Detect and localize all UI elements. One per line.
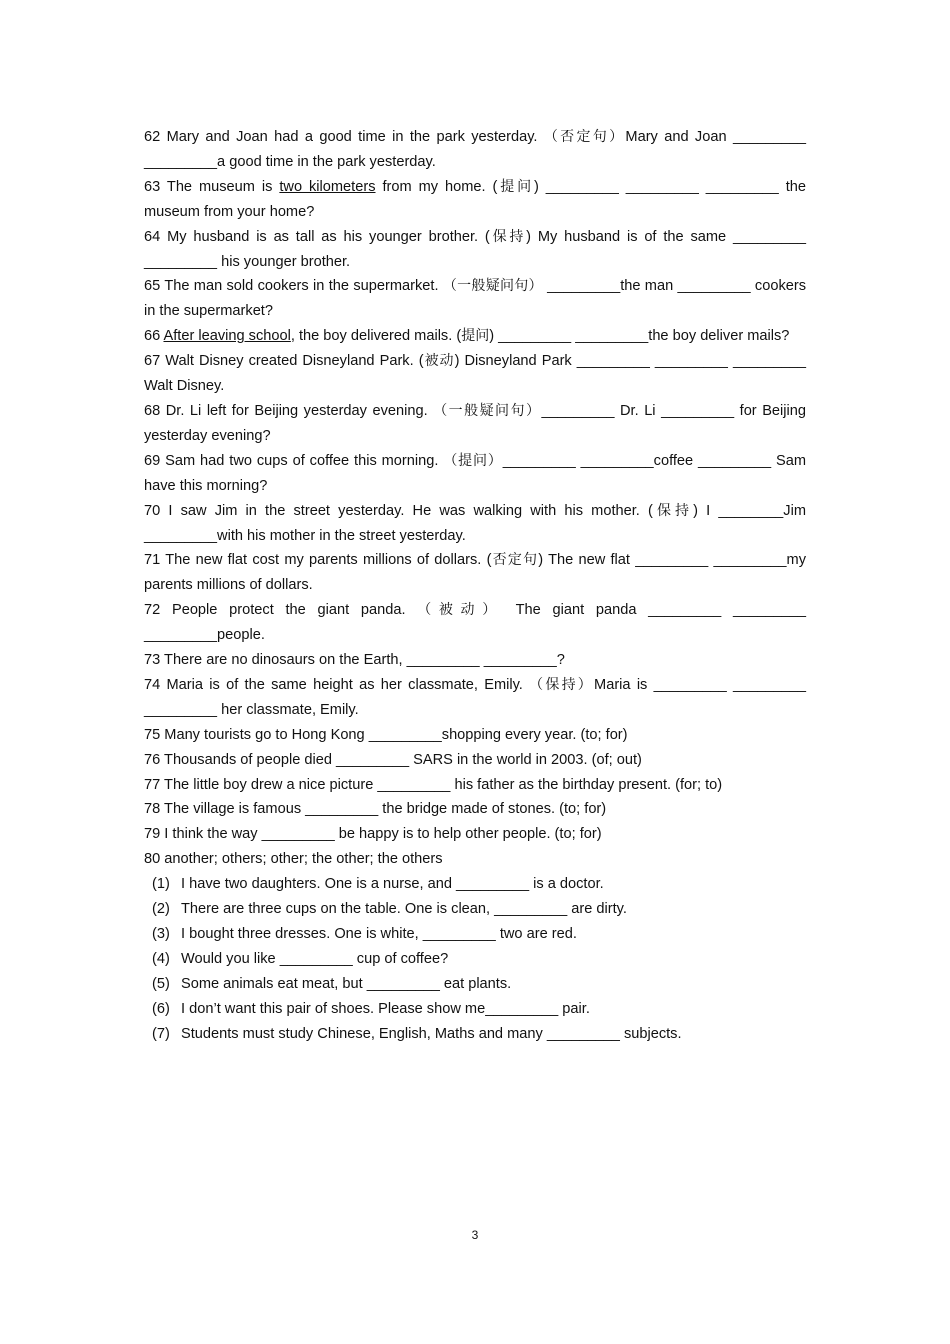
question-68 — [144, 399, 806, 449]
question-number: 65 — [144, 278, 161, 295]
instruction-note: 提问 — [461, 328, 490, 345]
sub-item-2 — [144, 897, 806, 922]
question-text: Mary and Joan had a good time in the park yesterday. — [166, 129, 544, 145]
question-text: The museum is — [166, 178, 280, 195]
question-63 — [144, 175, 806, 225]
question-73 — [144, 648, 806, 673]
instruction-note: 保持 — [652, 502, 694, 519]
question-number: 69 — [144, 452, 161, 469]
question-text: The new flat cost my parents millions of dollars. ( — [165, 552, 492, 569]
question-number: 73 — [144, 652, 161, 669]
instruction-note: 保持 — [489, 228, 527, 245]
sub-item-label: (2) — [152, 901, 170, 918]
question-text: Maria is of the same height as her classmate, Emily. — [166, 676, 530, 693]
underlined-phrase: two kilometers — [279, 178, 376, 195]
question-78 — [144, 797, 806, 822]
question-67 — [144, 349, 806, 399]
question-text: ) Disneyland Park _________ _________ _________ Walt Disney. — [144, 353, 807, 395]
sub-item-text: Some animals eat meat, but _________ eat plants. — [181, 975, 512, 992]
question-72 — [144, 598, 806, 648]
question-text: , the boy delivered mails. ( — [290, 328, 462, 345]
question-text: People protect the giant panda. — [171, 602, 418, 619]
underlined-phrase: After leaving school — [163, 328, 291, 345]
question-74 — [144, 673, 806, 723]
question-text: ) The new flat _________ _________my parents millions of dollars. — [144, 552, 806, 594]
sub-item-label: (4) — [152, 950, 170, 967]
sub-item-label: (1) — [152, 876, 170, 893]
question-71 — [144, 548, 806, 598]
sub-item-5 — [144, 972, 806, 997]
question-number: 71 — [144, 552, 161, 569]
question-text: _________ _________coffee _________ Sam have this morning? — [144, 452, 807, 494]
question-number: 78 — [144, 801, 161, 818]
question-number: 63 — [144, 178, 161, 195]
question-text: The giant panda _________ _________ _________people. — [144, 602, 806, 644]
question-text: another; others; other; the other; the others — [164, 851, 443, 868]
sub-item-text: I have two daughters. One is a nurse, and _________ is a doctor. — [181, 876, 604, 893]
instruction-note: （保持） — [529, 676, 595, 693]
question-text: There are no dinosaurs on the Earth, _________ _________? — [164, 652, 565, 669]
question-number: 75 — [144, 726, 161, 743]
question-text: Walt Disney created Disneyland Park. ( — [165, 353, 424, 370]
sub-item-text: I don’t want this pair of shoes. Please show me_________ pair. — [181, 1000, 590, 1017]
question-text: Many tourists go to Hong Kong _________shopping every year. (to; for) — [164, 726, 628, 743]
sub-item-list — [144, 872, 806, 1046]
question-text: ) I ________Jim _________with his mother in the street yesterday. — [144, 502, 806, 544]
question-65 — [144, 274, 806, 324]
question-79 — [144, 822, 806, 847]
question-number: 68 — [144, 402, 161, 419]
question-text: My husband is as tall as his younger brother. ( — [167, 228, 490, 245]
question-77 — [144, 773, 806, 798]
question-number: 62 — [144, 129, 161, 145]
question-text: I saw Jim in the street yesterday. He was walking with his mother. ( — [168, 502, 653, 519]
instruction-note: （一般疑问句） — [442, 278, 543, 295]
sub-item-text: Students must study Chinese, English, Maths and many _________ subjects. — [181, 1025, 682, 1042]
sub-item-label: (3) — [152, 926, 170, 942]
question-text: The little boy drew a nice picture _________ his father as the birthday present. (for; to) — [164, 776, 723, 793]
question-number: 77 — [144, 776, 161, 793]
question-text: Dr. Li left for Beijing yesterday evening. — [165, 402, 434, 419]
sub-item-text: Would you like _________ cup of coffee? — [181, 950, 449, 967]
question-69 — [144, 449, 806, 499]
instruction-note: 提问 — [497, 178, 534, 195]
question-number: 80 — [144, 851, 161, 868]
question-text: from my home. ( — [375, 178, 498, 195]
question-75 — [144, 723, 806, 748]
question-76 — [144, 748, 806, 773]
question-text: _________ Dr. Li _________ for Beijing yesterday evening? — [144, 402, 806, 444]
question-text: ) _________ _________the boy deliver mails? — [489, 328, 790, 345]
instruction-note: （一般疑问句） — [433, 402, 542, 419]
sub-item-6 — [144, 997, 806, 1022]
sub-item-text: There are three cups on the table. One is clean, _________ are dirty. — [181, 901, 627, 918]
question-number: 64 — [144, 228, 161, 245]
question-text: ) _________ _________ _________ the museum from your home? — [144, 178, 807, 220]
sub-item-4 — [144, 947, 806, 972]
question-list — [144, 125, 806, 872]
sub-item-text: I bought three dresses. One is white, _________ two are red. — [181, 926, 577, 942]
question-number: 66 — [144, 328, 161, 345]
page-number: 3 — [471, 1228, 479, 1242]
instruction-note: （提问） — [443, 452, 503, 469]
question-number: 72 — [144, 602, 161, 619]
instruction-note: （被动） — [417, 602, 504, 619]
question-text: I think the way _________ be happy is to help other people. (to; for) — [164, 826, 602, 843]
question-64 — [144, 225, 806, 275]
question-text: Thousands of people died _________ SARS in the world in 2003. (of; out) — [164, 751, 642, 768]
question-80 — [144, 847, 806, 872]
sub-item-1 — [144, 872, 806, 897]
question-number: 76 — [144, 751, 161, 768]
exercise-content — [144, 125, 806, 1047]
question-number: 67 — [144, 353, 161, 370]
sub-item-label: (5) — [152, 975, 170, 992]
instruction-note: （否定句） — [543, 129, 626, 145]
instruction-note: 被动 — [423, 353, 455, 370]
instruction-note: 否定句 — [491, 552, 539, 569]
question-number: 74 — [144, 676, 161, 693]
sub-item-3 — [144, 922, 806, 947]
question-text: The man sold cookers in the supermarket. — [164, 278, 443, 295]
question-number: 79 — [144, 826, 161, 843]
question-text: _________the man _________ cookers in the supermarket? — [144, 278, 807, 320]
sub-item-label: (7) — [152, 1025, 170, 1042]
sub-item-7 — [144, 1022, 806, 1047]
question-number: 70 — [144, 502, 161, 519]
question-62 — [144, 125, 806, 175]
question-text: Mary and Joan _________ _________a good time in the park yesterday. — [144, 129, 806, 170]
question-text: Sam had two cups of coffee this morning. — [165, 452, 444, 469]
question-text: ) My husband is of the same _________ _________ his younger brother. — [144, 228, 807, 270]
question-70 — [144, 499, 806, 549]
sub-item-label: (6) — [152, 1000, 170, 1017]
question-text: Maria is _________ _________ _________ her classmate, Emily. — [144, 676, 807, 718]
question-66 — [144, 324, 806, 349]
question-text: The village is famous _________ the bridge made of stones. (to; for) — [164, 801, 607, 818]
